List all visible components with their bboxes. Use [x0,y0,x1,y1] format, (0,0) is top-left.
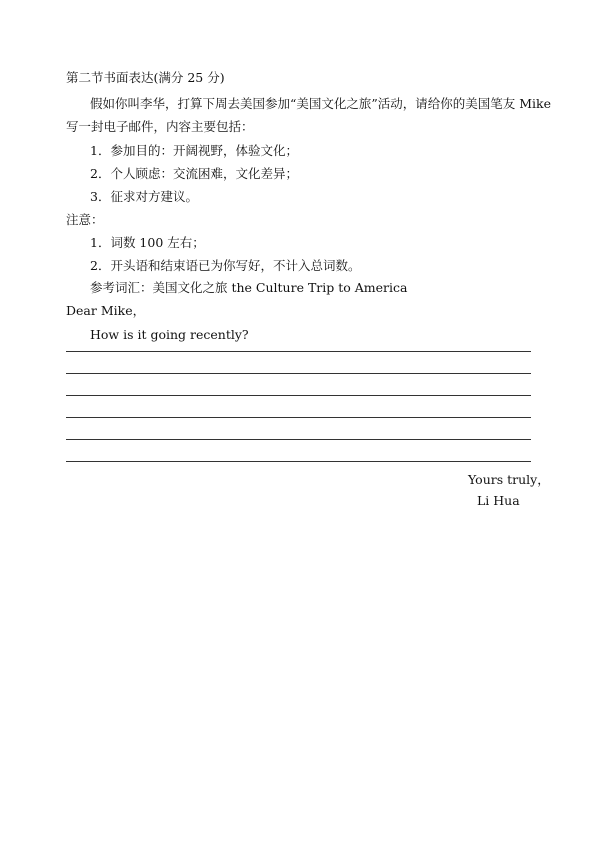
answer-line[interactable] [66,417,531,418]
prompt-intro-line1: 假如你叫李华，打算下周去美国参加“美国文化之旅”活动，请给你的美国笔友 Mike [90,96,552,111]
answer-line[interactable] [66,373,531,374]
notes-item-2: 2．开头语和结束语已为你写好，不计入总词数。 [90,258,361,273]
section-title: 第二节书面表达(满分 25 分) [66,70,225,85]
letter-opening: How is it going recently? [90,327,249,342]
prompt-intro-line2: 写一封电子邮件，内容主要包括： [66,119,254,134]
notes-vocab: 参考词汇：美国文化之旅 the Culture Trip to America [90,280,408,295]
letter-signature: Li Hua [477,493,520,508]
answer-line[interactable] [66,461,531,462]
answer-line[interactable] [66,395,531,396]
letter-closing: Yours truly， [468,472,550,487]
prompt-point-3: 3．征求对方建议。 [90,189,198,204]
notes-heading: 注意： [66,212,104,227]
prompt-point-1: 1．参加目的：开阔视野，体验文化； [90,143,298,158]
prompt-point-2: 2．个人顾虑：交流困难，文化差异； [90,166,298,181]
notes-item-1: 1．词数 100 左右； [90,235,205,250]
answer-line[interactable] [66,439,531,440]
answer-line[interactable] [66,351,531,352]
letter-greeting: Dear Mike， [66,303,146,318]
